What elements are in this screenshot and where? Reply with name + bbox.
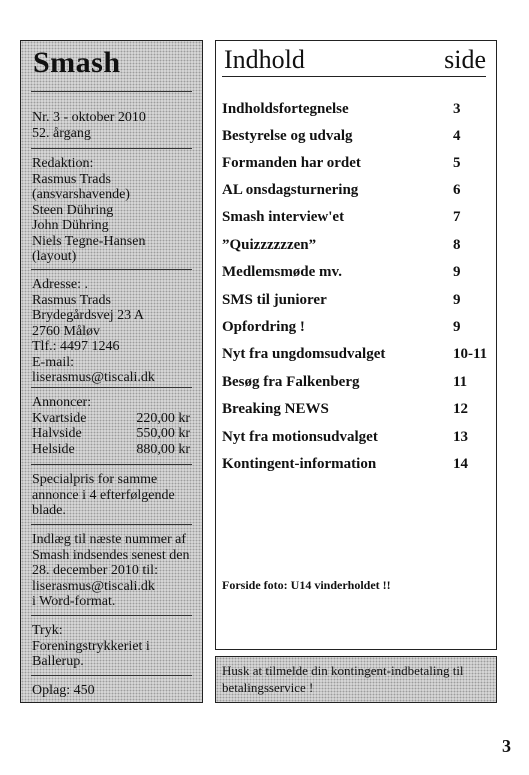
toc-entry bbox=[222, 182, 490, 202]
toc-entry-title: Kontingent-information bbox=[222, 456, 377, 472]
printer-line: Ballerup. bbox=[32, 654, 84, 669]
toc-entry-page: 10-11 bbox=[453, 346, 488, 362]
special-line: blade. bbox=[32, 503, 66, 518]
special-price bbox=[32, 472, 197, 519]
masthead-sidebar bbox=[20, 40, 203, 703]
toc-entry bbox=[222, 128, 490, 148]
address-line: Rasmus Trads bbox=[32, 292, 111, 308]
price-row bbox=[32, 426, 190, 442]
toc-entry-title: Besøg fra Falkenberg bbox=[222, 374, 360, 390]
toc-entry-page: 9 bbox=[453, 319, 461, 335]
staff-line: Steen Dühring bbox=[32, 202, 114, 218]
ad-size: Halvside bbox=[32, 426, 82, 441]
submission-info bbox=[32, 532, 197, 610]
staff-line: (layout) bbox=[32, 249, 77, 264]
toc-entry bbox=[222, 292, 490, 312]
special-line: annonce i 4 efterfølgende bbox=[32, 487, 175, 503]
address-block bbox=[32, 277, 197, 386]
table-of-contents bbox=[215, 40, 497, 650]
toc-entry bbox=[222, 264, 490, 284]
toc-entry-title: Medlemsmøde mv. bbox=[222, 264, 342, 280]
toc-entry-title: Breaking NEWS bbox=[222, 401, 329, 417]
submission-line: Smash indsendes senest den bbox=[32, 547, 190, 563]
toc-entry bbox=[222, 209, 490, 229]
toc-entry-title: AL onsdagsturnering bbox=[222, 182, 359, 198]
toc-entry bbox=[222, 155, 490, 175]
toc-entry-title: Opfordring ! bbox=[222, 319, 305, 335]
ads-label: Annoncer: bbox=[32, 395, 92, 410]
toc-entry-page: 13 bbox=[453, 429, 468, 445]
printer-line: Tryk: bbox=[32, 623, 63, 638]
submission-email: liserasmus@tiscali.dk bbox=[32, 578, 155, 594]
price-row bbox=[32, 442, 190, 458]
toc-entry-page: 14 bbox=[453, 456, 468, 472]
reminder-notice bbox=[215, 656, 497, 703]
toc-entry-title: Smash interview'et bbox=[222, 209, 345, 225]
divider bbox=[31, 675, 192, 676]
toc-entry-title: ”Quizzzzzzen” bbox=[222, 237, 317, 253]
ad-prices bbox=[32, 395, 197, 457]
printer-info bbox=[32, 623, 197, 670]
page-number: 3 bbox=[502, 736, 511, 756]
divider bbox=[31, 387, 192, 388]
notice-text: Husk at tilmelde din kontingent-indbetaling til betalingsservice ! bbox=[222, 663, 464, 695]
toc-entry-page: 7 bbox=[453, 209, 461, 225]
toc-entry-title: Formanden har ordet bbox=[222, 155, 361, 171]
submission-line: Indlæg til næste nummer af bbox=[32, 532, 186, 547]
toc-entry bbox=[222, 374, 490, 394]
toc-heading: Indhold bbox=[224, 45, 305, 74]
circulation: Oplag: 450 bbox=[32, 683, 95, 698]
divider bbox=[31, 269, 192, 270]
staff-line: (ansvarshavende) bbox=[32, 187, 130, 202]
toc-entry bbox=[222, 429, 490, 449]
address-line: E-mail: bbox=[32, 354, 74, 370]
divider bbox=[31, 91, 192, 92]
ad-price: 220,00 kr bbox=[136, 410, 190, 426]
divider bbox=[31, 148, 192, 149]
toc-entry bbox=[222, 456, 490, 476]
issue-line: 52. årgang bbox=[32, 125, 91, 141]
staff-line: Niels Tegne-Hansen bbox=[32, 233, 146, 249]
toc-entry-title: Nyt fra ungdomsudvalget bbox=[222, 346, 386, 362]
address-line: Tlf.: 4497 1246 bbox=[32, 339, 120, 354]
toc-entry-title: Bestyrelse og udvalg bbox=[222, 128, 353, 144]
toc-entry bbox=[222, 101, 490, 121]
magazine-title: Smash bbox=[33, 46, 121, 79]
editorial-staff bbox=[32, 156, 197, 265]
toc-entry bbox=[222, 346, 490, 366]
staff-line: Redaktion: bbox=[32, 156, 94, 171]
toc-page-heading: side bbox=[444, 45, 486, 74]
submission-line: 28. december 2010 til: bbox=[32, 563, 158, 578]
toc-entry-title: SMS til juniorer bbox=[222, 292, 327, 308]
toc-entry bbox=[222, 401, 490, 421]
ad-size: Kvartside bbox=[32, 410, 87, 426]
toc-entry-title: Indholdsfortegnelse bbox=[222, 101, 349, 117]
toc-entry-page: 4 bbox=[453, 128, 461, 144]
special-line: Specialpris for samme bbox=[32, 472, 158, 487]
toc-entry-page: 12 bbox=[453, 401, 468, 417]
price-row bbox=[32, 411, 190, 427]
issue-line: Nr. 3 - oktober 2010 bbox=[32, 110, 146, 125]
toc-entry-page: 11 bbox=[453, 374, 468, 390]
divider bbox=[31, 524, 192, 525]
submission-line: i Word-format. bbox=[32, 594, 116, 609]
toc-entry bbox=[222, 319, 490, 339]
issue-info bbox=[32, 110, 197, 141]
address-line: Brydegårdsvej 23 A bbox=[32, 308, 144, 323]
toc-entry bbox=[222, 237, 490, 257]
photo-credit: Forside foto: U14 vinderholdet !! bbox=[222, 578, 391, 592]
staff-line: John Dühring bbox=[32, 218, 109, 233]
toc-entry-page: 5 bbox=[453, 155, 461, 171]
toc-entry-page: 8 bbox=[453, 237, 461, 253]
ad-size: Helside bbox=[32, 441, 75, 457]
staff-line: Rasmus Trads bbox=[32, 171, 111, 187]
header-rule bbox=[222, 76, 486, 77]
toc-entry-page: 9 bbox=[453, 264, 461, 280]
toc-entry-page: 6 bbox=[453, 182, 461, 198]
address-line: Adresse: . bbox=[32, 277, 88, 292]
address-line: 2760 Måløv bbox=[32, 323, 101, 339]
divider bbox=[31, 615, 192, 616]
ad-price: 550,00 kr bbox=[136, 426, 190, 441]
toc-entry-page: 3 bbox=[453, 101, 461, 117]
email-address: liserasmus@tiscali.dk bbox=[32, 370, 155, 385]
toc-entry-title: Nyt fra motionsudvalget bbox=[222, 429, 378, 445]
printer-line: Foreningstrykkeriet i bbox=[32, 638, 150, 654]
ad-price: 880,00 kr bbox=[136, 441, 190, 457]
toc-entry-page: 9 bbox=[453, 292, 461, 308]
divider bbox=[31, 464, 192, 465]
